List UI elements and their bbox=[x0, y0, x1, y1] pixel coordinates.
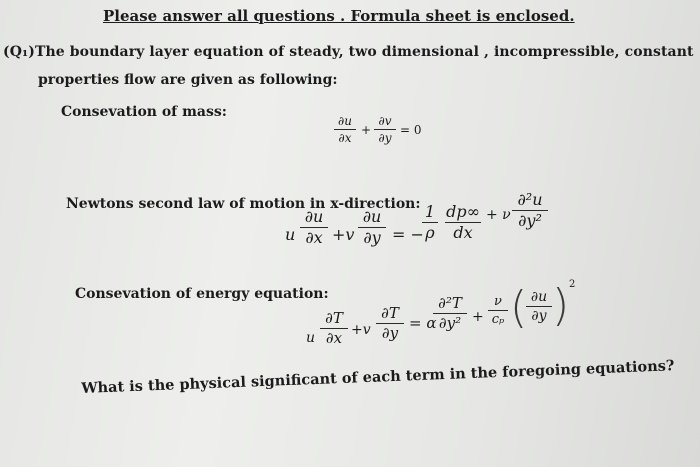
section-mass-label: Consevation of mass: bbox=[61, 104, 227, 120]
eq3-u: u bbox=[306, 330, 316, 346]
eq3-du-dy: ∂u ∂y bbox=[526, 290, 552, 323]
eq3-power: 2 bbox=[569, 279, 576, 290]
eq1-rhs: = 0 bbox=[400, 123, 422, 137]
eq1-plus: + bbox=[361, 123, 372, 137]
eq3-dT-dy: ∂T ∂y bbox=[376, 306, 404, 341]
question-line-1: (Q₁)The boundary layer equation of steady, two dimensional , incompressible, constant bbox=[3, 44, 694, 60]
eq3-dT-dx: ∂T ∂x bbox=[320, 311, 348, 346]
page-header: Please answer all questions . Formula sheet is enclosed. bbox=[103, 7, 575, 25]
eq3-right-paren: ) bbox=[552, 280, 570, 331]
eq3-d2T-dy2: ∂²T ∂y² bbox=[433, 296, 467, 331]
eq2-plus-v: +v bbox=[332, 225, 355, 244]
eq2-du-dx: ∂u ∂x bbox=[300, 209, 328, 246]
eq3-nu-over-cp: ν cₚ bbox=[488, 295, 508, 326]
closing-question: What is the physical significant of each term in the foregoing equations? bbox=[81, 357, 675, 397]
eq3-plus-v: +v bbox=[351, 322, 371, 338]
eq3-equals-alpha: = α bbox=[409, 314, 437, 332]
eq2-du-dy: ∂u ∂y bbox=[358, 209, 386, 246]
question-line-2: properties flow are given as following: bbox=[38, 72, 338, 88]
eq2-u: u bbox=[285, 225, 296, 244]
eq2-d2u-dy2: ∂²u ∂y² bbox=[512, 192, 548, 229]
eq1-du-dx: ∂u ∂x bbox=[334, 115, 356, 144]
eq3-plus: + bbox=[472, 309, 484, 325]
eq1-dv-dy: ∂v ∂y bbox=[374, 115, 396, 144]
section-energy-label: Consevation of energy equation: bbox=[75, 286, 329, 302]
eq2-one-over-rho: 1 ρ bbox=[422, 204, 438, 241]
eq2-plus-nu: + ν bbox=[486, 207, 511, 223]
section-momentum-label: Newtons second law of motion in x-direction: bbox=[66, 196, 421, 212]
eq2-dp-dx: dp∞ dx bbox=[446, 202, 480, 242]
eq3-left-paren: ( bbox=[510, 282, 528, 333]
eq2-equals-minus: = − bbox=[392, 225, 424, 244]
